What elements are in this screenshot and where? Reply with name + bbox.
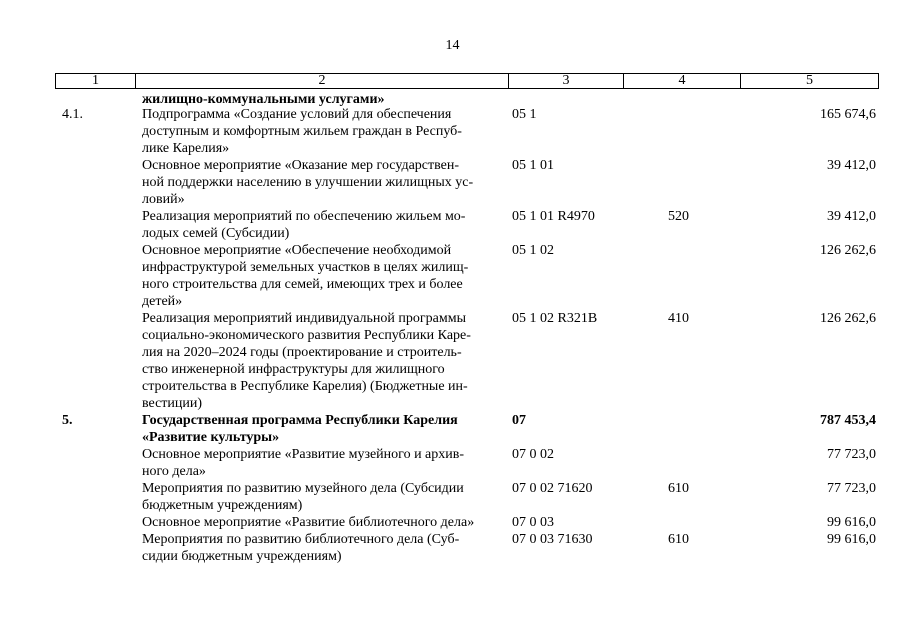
column-header-1: 1 [56, 74, 136, 88]
column-header-3: 3 [509, 74, 624, 88]
column-header-4: 4 [624, 74, 741, 88]
row-expense-type: 610 [668, 481, 689, 496]
row-expense-type: 520 [668, 209, 689, 224]
table-row [0, 106, 905, 157]
row-name: Реализация мероприятий индивидуальной программы социально-экономического развития Республики Каре- лия на 2020–2024 годы (проектирование и строитель- ство инженерной инфраструктуры для жилищного строительства в Республике Карелия) (Бюджетные ин- вестиции) [142, 311, 471, 411]
table-row [0, 446, 905, 480]
column-header-5: 5 [806, 73, 813, 88]
row-amount: 165 674,6 [820, 107, 876, 122]
row-code: 07 0 03 [512, 515, 554, 530]
table-row [0, 208, 905, 242]
row-code: 05 1 02 R321B [512, 311, 598, 326]
row-code: 07 0 02 [512, 447, 554, 462]
row-code: 05 1 02 [512, 243, 554, 258]
row-expense-type: 610 [668, 532, 689, 547]
row-amount: 126 262,6 [820, 311, 876, 326]
row-code: 07 0 03 71630 [512, 532, 593, 547]
row-name: Основное мероприятие «Развитие библиотечного дела» [142, 515, 475, 530]
row-amount: 39 412,0 [827, 158, 876, 173]
row-name: Основное мероприятие «Обеспечение необходимой инфраструктурой земельных участков в целях жилищ- ного строительства для семей, имеющих трех и более детей» [142, 243, 469, 309]
row-number: 4.1. [62, 107, 83, 122]
continuation-line: жилищно-коммунальными услугами» [142, 92, 385, 107]
row-name: Реализация мероприятий по обеспечению жильем мо- лодых семей (Субсидии) [142, 209, 466, 241]
row-amount: 126 262,6 [820, 243, 876, 258]
table-row [0, 242, 905, 310]
row-code: 05 1 [512, 107, 537, 122]
row-code: 07 [512, 413, 526, 428]
row-code: 07 0 02 71620 [512, 481, 593, 496]
table-row-program [0, 412, 905, 446]
table-row [0, 480, 905, 514]
column-header-2: 2 [136, 74, 509, 88]
row-name: Подпрограмма «Создание условий для обеспечения доступным и комфортным жильем граждан в Респуб- лике Карелия» [142, 107, 462, 156]
row-amount: 99 616,0 [827, 515, 876, 530]
table-body [0, 93, 905, 565]
row-amount: 77 723,0 [827, 481, 876, 496]
row-name: Государственная программа Республики Карелия «Развитие культуры» [142, 413, 458, 445]
row-name: Мероприятия по развитию библиотечного дела (Суб- сидии бюджетным учреждениям) [142, 532, 460, 564]
row-name: Мероприятия по развитию музейного дела (Субсидии бюджетным учреждениям) [142, 481, 464, 513]
row-name: Основное мероприятие «Развитие музейного и архив- ного дела» [142, 447, 465, 479]
row-code: 05 1 01 R4970 [512, 209, 595, 224]
row-amount: 99 616,0 [827, 532, 876, 547]
row-amount: 787 453,4 [820, 413, 876, 428]
row-number: 5. [62, 413, 73, 428]
row-expense-type: 410 [668, 311, 689, 326]
row-code: 05 1 01 [512, 158, 554, 173]
table-row [0, 514, 905, 531]
table-header-row [55, 73, 879, 89]
table-row [0, 310, 905, 412]
table-row [0, 157, 905, 208]
row-name: Основное мероприятие «Оказание мер государствен- ной поддержки населению в улучшении жилищных ус- ловий» [142, 158, 474, 207]
page-number: 14 [445, 38, 460, 53]
row-amount: 39 412,0 [827, 209, 876, 224]
table-row [0, 531, 905, 565]
row-amount: 77 723,0 [827, 447, 876, 462]
